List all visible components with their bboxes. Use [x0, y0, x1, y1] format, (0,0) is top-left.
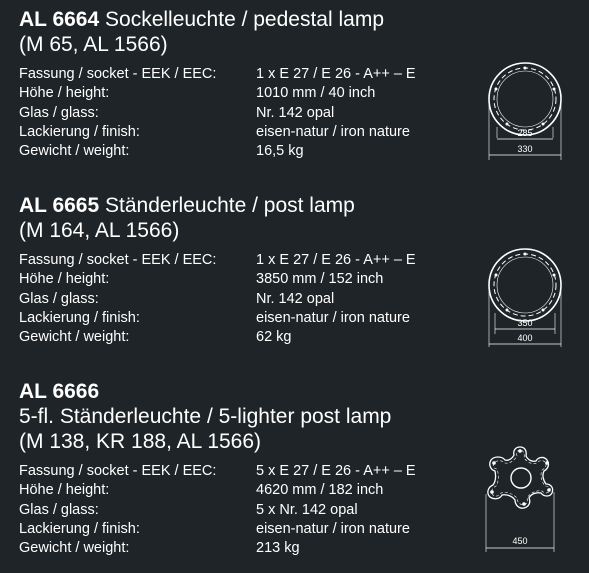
spec-row-finish — [19, 309, 479, 328]
spec-list — [19, 251, 479, 347]
spec-row-glass — [19, 290, 479, 309]
spec-value: eisen-natur / iron nature — [256, 123, 410, 140]
product-al-6664 — [19, 7, 479, 161]
spec-row-finish — [19, 123, 479, 142]
plan-drawing-al-6664 — [484, 56, 574, 166]
spec-value: 213 kg — [256, 540, 300, 557]
product-name: Sockelleuchte / pedestal lamp — [99, 8, 385, 31]
spec-row-finish — [19, 520, 479, 539]
spec-label: Fassung / socket - EEK / EEC: — [19, 252, 217, 268]
dimension-inner-label: 350 — [517, 318, 533, 328]
product-name: 5-fl. Ständerleuchte / 5-lighter post lamp — [19, 405, 392, 428]
spec-row-socket — [19, 462, 479, 481]
spec-label: Gewicht / weight: — [19, 143, 130, 160]
spec-value: 1 x E 27 / E 26 - A++ – E — [256, 66, 416, 82]
spec-row-height — [19, 84, 479, 103]
spec-row-glass — [19, 501, 479, 520]
spec-value: 5 x E 27 / E 26 - A++ – E — [256, 463, 416, 479]
product-code: AL 6664 — [19, 8, 100, 31]
spec-label: Höhe / height: — [19, 482, 110, 499]
spec-label: Fassung / socket - EEK / EEC: — [19, 463, 217, 479]
spec-value: 1 x E 27 / E 26 - A++ – E — [256, 252, 416, 268]
product-variants: (M 164, AL 1566) — [19, 219, 180, 242]
spec-value: 62 kg — [256, 329, 292, 346]
spec-list — [19, 65, 479, 161]
product-name: Ständerleuchte / post lamp — [99, 194, 355, 217]
spec-label: Lackierung / finish: — [19, 309, 140, 326]
spec-label: Glas / glass: — [19, 290, 99, 307]
product-al-6665 — [19, 193, 479, 347]
product-title — [19, 379, 479, 404]
spec-label: Höhe / height: — [19, 271, 110, 288]
dimension-inner-label: 285 — [517, 128, 533, 138]
spec-row-weight — [19, 142, 479, 161]
spec-value: eisen-natur / iron nature — [256, 520, 410, 537]
five-arm-plan-icon — [474, 434, 574, 554]
product-variants: (M 65, AL 1566) — [19, 33, 168, 56]
spec-label: Lackierung / finish: — [19, 520, 140, 537]
spec-value: eisen-natur / iron nature — [256, 309, 410, 326]
spec-value: 1010 mm / 40 inch — [256, 85, 376, 102]
spec-value: 5 x Nr. 142 opal — [256, 501, 358, 518]
spec-row-socket — [19, 65, 479, 84]
spec-label: Lackierung / finish: — [19, 123, 140, 140]
spec-value: 3850 mm / 152 inch — [256, 271, 384, 288]
product-al-6666 — [19, 379, 479, 558]
spec-row-height — [19, 481, 479, 500]
spec-label: Fassung / socket - EEK / EEC: — [19, 66, 217, 82]
product-title — [19, 193, 479, 218]
spec-value: Nr. 142 opal — [256, 104, 335, 121]
dimension-outer-label: 450 — [512, 536, 528, 546]
spec-value: 16,5 kg — [256, 143, 304, 160]
spec-label: Glas / glass: — [19, 501, 99, 518]
spec-row-weight — [19, 328, 479, 347]
spec-row-socket — [19, 251, 479, 270]
product-variants: (M 138, KR 188, AL 1566) — [19, 430, 262, 453]
product-code: AL 6666 — [19, 380, 100, 403]
spec-list — [19, 462, 479, 558]
spec-label: Höhe / height: — [19, 85, 110, 102]
spec-row-weight — [19, 539, 479, 558]
round-plan-icon — [484, 56, 574, 166]
dimension-outer-label: 400 — [517, 333, 533, 343]
spec-label: Glas / glass: — [19, 104, 99, 121]
spec-row-height — [19, 270, 479, 289]
spec-row-glass — [19, 104, 479, 123]
product-code: AL 6665 — [19, 194, 100, 217]
spec-label: Gewicht / weight: — [19, 329, 130, 346]
product-title — [19, 7, 479, 32]
dimension-outer-label: 330 — [517, 144, 533, 154]
spec-value: 4620 mm / 182 inch — [256, 482, 384, 499]
spec-value: Nr. 142 opal — [256, 290, 335, 307]
round-plan-icon — [484, 243, 574, 353]
plan-drawing-al-6666 — [474, 434, 574, 554]
spec-label: Gewicht / weight: — [19, 540, 130, 557]
plan-drawing-al-6665 — [484, 243, 574, 353]
